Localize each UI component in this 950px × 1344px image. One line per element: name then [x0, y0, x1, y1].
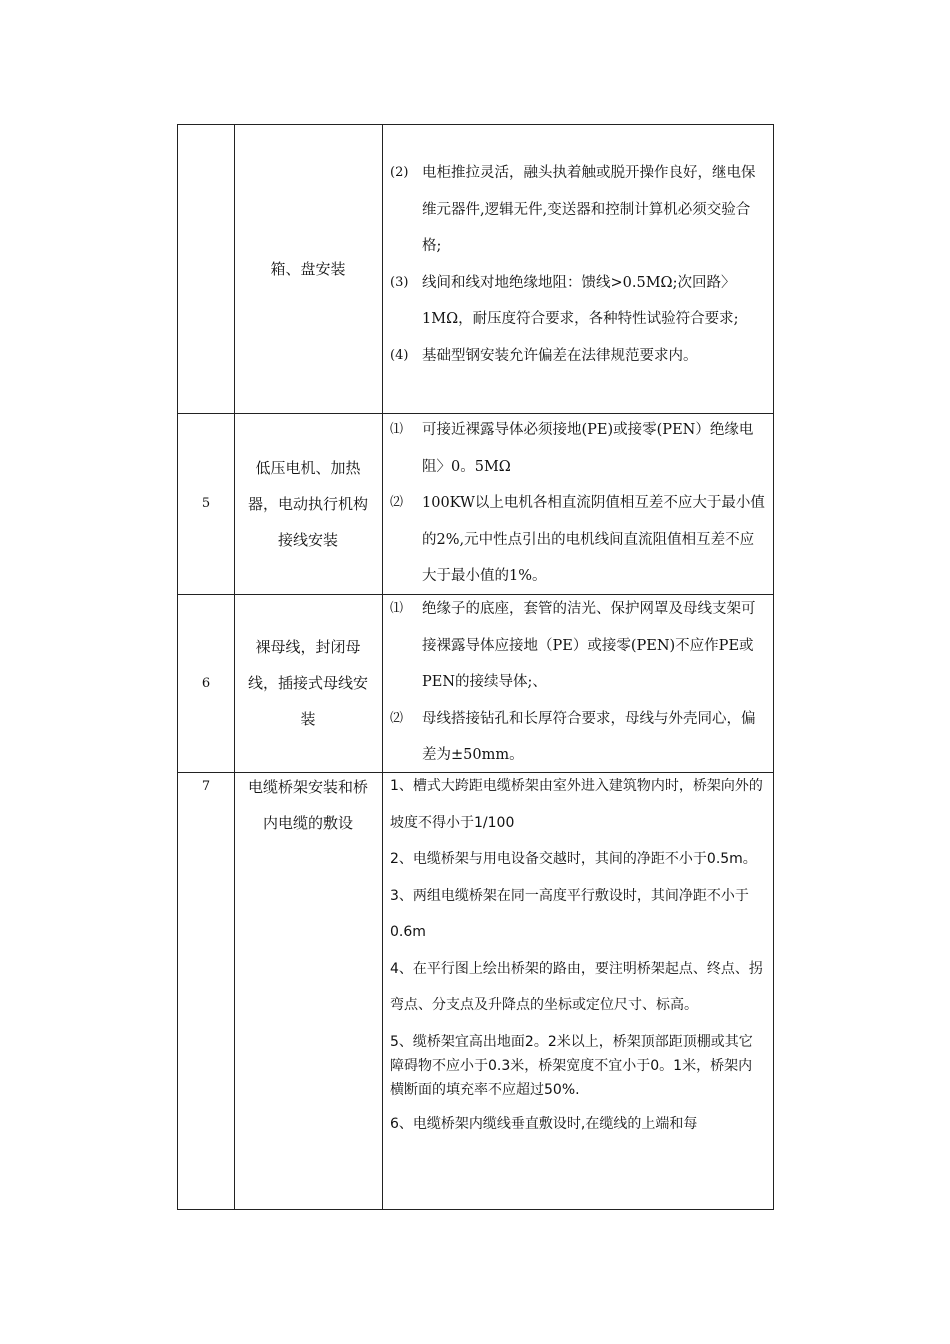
row-description — [382, 768, 774, 1210]
list-item — [390, 412, 766, 485]
item-marker: (3) — [390, 274, 409, 290]
item-text: 基础型钢安装允许偏差在法律规范要求内。 — [422, 347, 698, 364]
item-text: 线间和线对地绝缘地阻：馈线>0.5MΩ;次回路〉1MΩ，耐压度符合要求，各种特性试验符合要求; — [422, 274, 739, 327]
item-text: 1、槽式大跨距电缆桥架由室外进入建筑物内时，桥架向外的坡度不得小于1/100 — [390, 778, 763, 831]
item-text: 2、电缆桥架与用电设备交越时，其间的净距不小于0.5m。 — [390, 851, 757, 867]
row-name-text: 箱、盘安装 — [270, 260, 346, 278]
row-name — [234, 594, 382, 772]
list-item — [390, 878, 766, 951]
row-number — [178, 594, 234, 772]
list-item — [390, 701, 766, 774]
list-item — [390, 591, 766, 701]
list-item — [390, 1024, 766, 1102]
row-name — [234, 769, 382, 849]
row-name-text: 低压电机、加热器，电动执行机构接线安装 — [247, 458, 368, 549]
row-number — [178, 775, 234, 815]
item-marker: ⑵ — [390, 710, 404, 726]
item-marker: ⑵ — [390, 495, 404, 510]
row-number — [178, 413, 234, 594]
row-description — [382, 591, 774, 772]
list-item — [390, 768, 766, 841]
item-text: 3、两组电缆桥架在同一高度平行敷设时，其间净距不小于0.6m — [390, 887, 749, 940]
row-description — [382, 412, 774, 594]
row-name — [234, 125, 382, 413]
item-text: 电柜推拉灵活，融头执着触或脱开操作良好，继电保维元器件,逻辑无件,变送器和控制计算机必须交验合格; — [422, 165, 756, 254]
item-marker: (2) — [390, 165, 409, 180]
list-item — [390, 338, 766, 375]
item-text: 绝缘子的底座，套管的洁光、保护网罩及母线支架可接裸露导体应接地（PE）或接零(PEN)不应作PE或PEN的接续导体;、 — [422, 601, 756, 690]
list-item — [390, 155, 766, 265]
row-name — [234, 413, 382, 594]
item-text: 4、在平行图上绘出桥架的路由，要注明桥架起点、终点、拐弯点、分支点及升降点的坐标或定位尺寸、标高。 — [390, 960, 763, 1013]
item-text: 母线搭接钻孔和长厚符合要求，母线与外壳同心，偏差为±50mm。 — [422, 710, 756, 763]
item-text: 可接近裸露导体必须接地(PE)或接零(PEN）绝缘电阻〉0。5MΩ — [422, 422, 754, 475]
row-name-text: 电缆桥架安装和桥内电缆的敷设 — [247, 778, 368, 832]
item-text: 100KW以上电机各相直流阴值相互差不应大于最小值的2%,元中性点引出的电机线间直流阻值相互差不应大于最小值的1%。 — [422, 495, 765, 584]
item-marker: ⑴ — [390, 422, 404, 437]
row-number-text: 5 — [201, 496, 211, 511]
row-name-text: 裸母线，封闭母线，插接式母线安装 — [247, 638, 368, 728]
row-number-text: 7 — [201, 779, 211, 794]
list-item — [390, 1102, 766, 1143]
row-number-text: 6 — [201, 675, 211, 691]
item-marker: ⑴ — [390, 601, 404, 616]
row-number — [178, 125, 234, 413]
list-item — [390, 485, 766, 595]
list-item — [390, 951, 766, 1024]
list-item — [390, 265, 766, 338]
item-text: 5、缆桥架宜高出地面2。2米以上，桥架顶部距顶棚或其它障碍物不应小于0.3米，桥架宽度不宜小于0。1米，桥架内横断面的填充率不应超过50%. — [390, 1033, 753, 1098]
specification-table — [177, 124, 774, 1210]
list-item — [390, 841, 766, 878]
row-description — [382, 155, 774, 413]
item-marker: (4) — [390, 347, 409, 363]
item-text: 6、电缆桥架内缆线垂直敷设时,在缆线的上端和每 — [390, 1115, 698, 1132]
